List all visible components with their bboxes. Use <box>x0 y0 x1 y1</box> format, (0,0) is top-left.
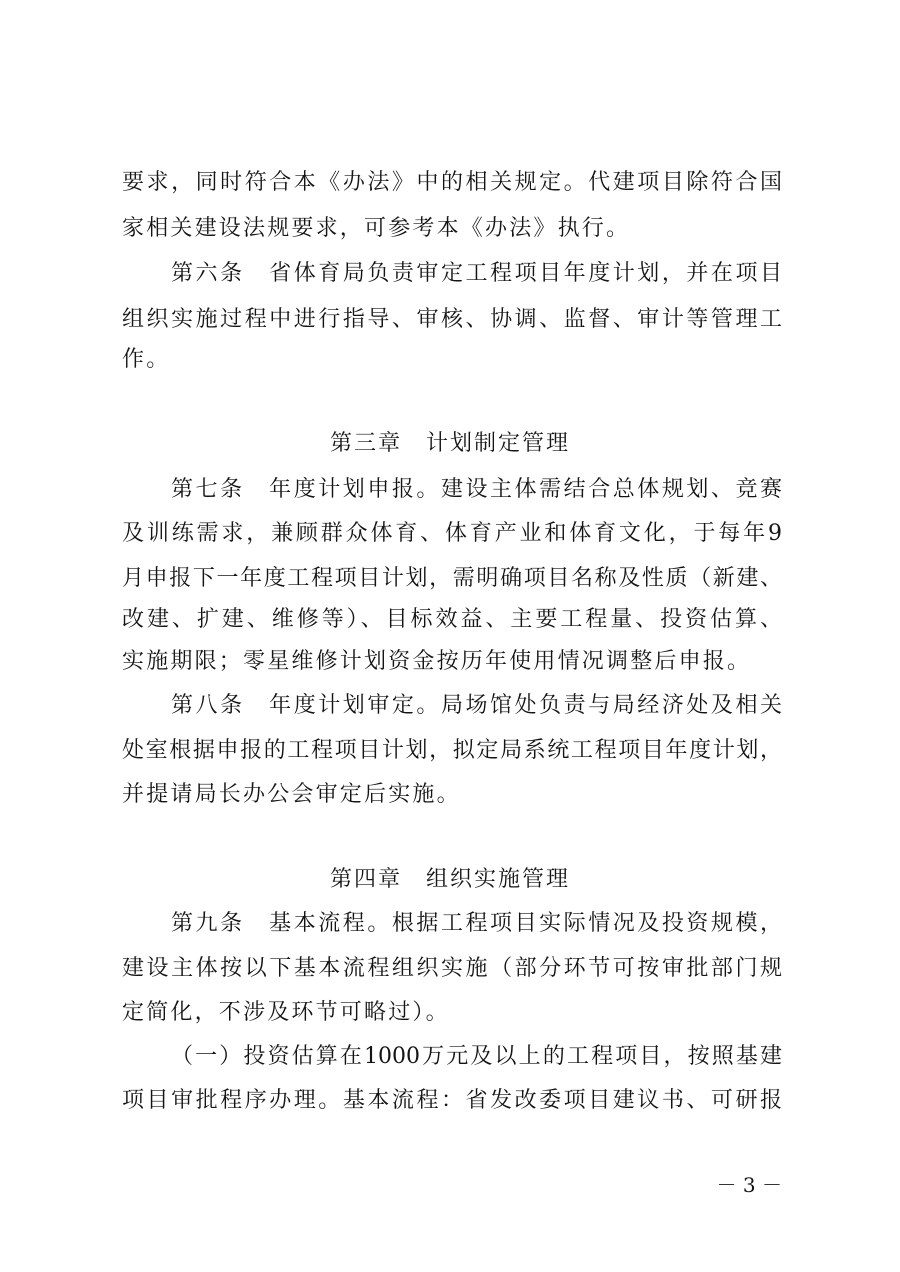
paragraph-line: 要求，同时符合本《办法》中的相关规定。代建项目除符合国 <box>122 170 782 195</box>
chapter-4-heading: 第四章 组织实施管理 <box>329 867 570 892</box>
paragraph-line: 作。 <box>122 347 171 372</box>
paragraph-line: 定简化，不涉及环节可略过）。 <box>122 1000 450 1025</box>
paragraph-line: 第六条 省体育局负责审定工程项目年度计划，并在项目 <box>171 261 782 286</box>
page-number: － 3 － <box>716 1173 782 1197</box>
paragraph-line: 及训练需求，兼顾群众体育、体育产业和体育文化，于每年9 <box>122 521 782 546</box>
paragraph-line: 项目审批程序办理。基本流程：省发改委项目建议书、可研报 <box>122 1088 782 1113</box>
paragraph-line: 第九条 基本流程。根据工程项目实际情况及投资规模， <box>171 911 782 936</box>
paragraph-line: 第八条 年度计划审定。局场馆处负责与局经济处及相关 <box>171 693 782 718</box>
paragraph-line: 第七条 年度计划申报。建设主体需结合总体规划、竞赛 <box>171 477 782 502</box>
paragraph-line: 改建、扩建、维修等）、目标效益、主要工程量、投资估算、 <box>122 607 782 632</box>
paragraph-line: 处室根据申报的工程项目计划，拟定局系统工程项目年度计划， <box>122 738 782 763</box>
chapter-3-heading: 第三章 计划制定管理 <box>329 431 570 456</box>
paragraph-line: （一）投资估算在1000万元及以上的工程项目，按照基建 <box>171 1044 782 1069</box>
paragraph-line: 实施期限；零星维修计划资金按历年使用情况调整后申报。 <box>122 649 752 674</box>
paragraph-line: 月申报下一年度工程项目计划，需明确项目名称及性质（新建、 <box>122 566 782 591</box>
paragraph-line: 组织实施过程中进行指导、审核、协调、监督、审计等管理工 <box>122 307 782 332</box>
paragraph-line: 建设主体按以下基本流程组织实施（部分环节可按审批部门规 <box>122 956 782 981</box>
paragraph-line: 并提请局长办公会审定后实施。 <box>122 782 461 807</box>
paragraph-line: 家相关建设法规要求，可参考本《办法》执行。 <box>122 216 631 241</box>
